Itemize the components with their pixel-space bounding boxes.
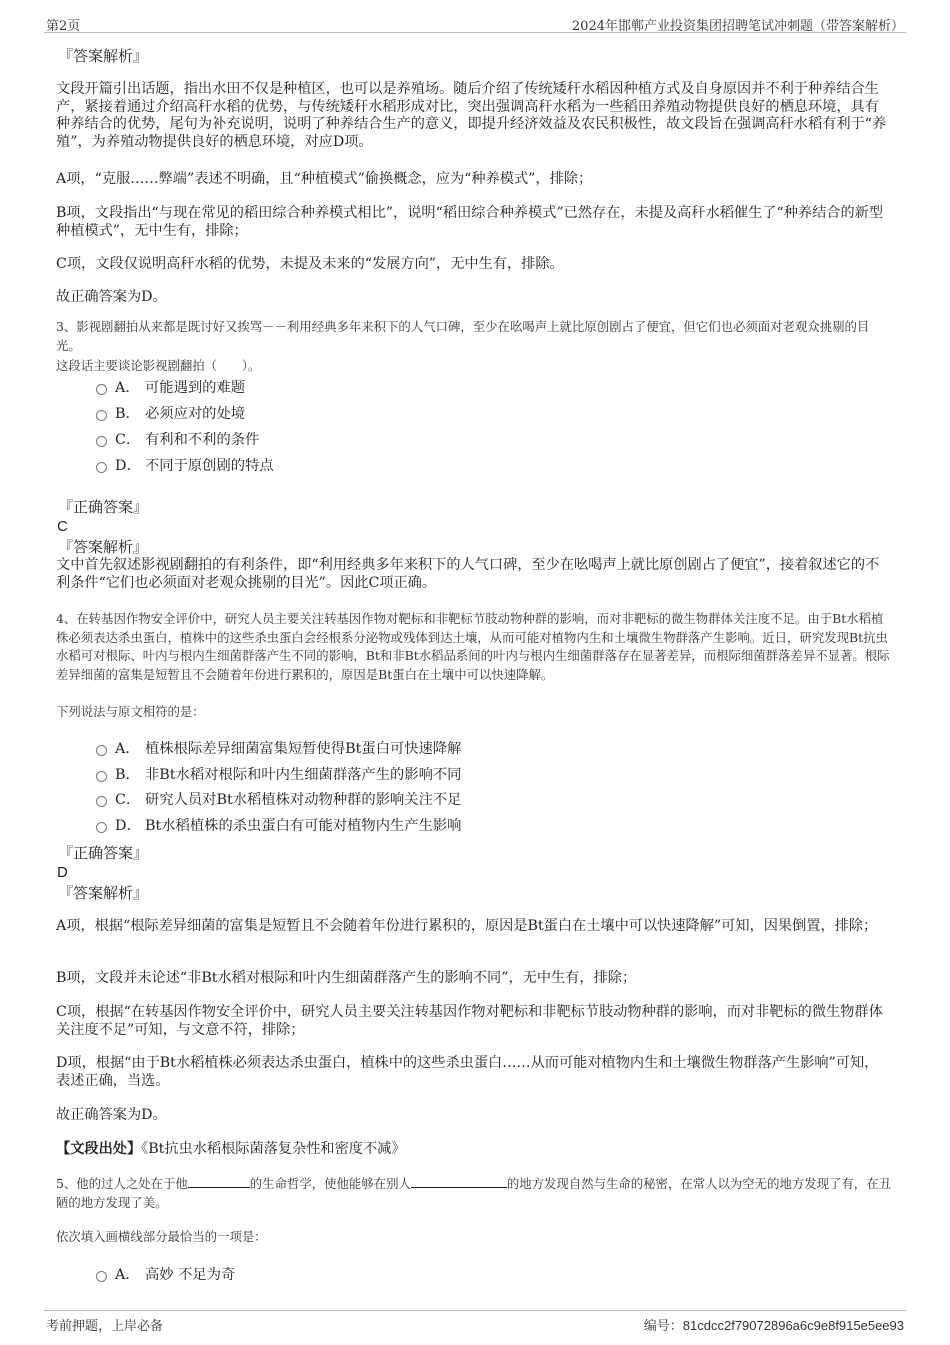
page-footer	[44, 1310, 906, 1335]
q4-analysis-option-a: A项，根据“根际差异细菌的富集是短暂且不会随着年份进行累积的，原因是Bt蛋白在土壤中可以快速降解”可知，因果倒置，排除；	[56, 918, 878, 934]
radio-icon[interactable]	[96, 745, 107, 756]
option-label: B．	[115, 406, 140, 422]
document-code	[644, 1315, 904, 1334]
option-text: 可能遇到的难题	[145, 380, 246, 396]
option-label: B．	[115, 767, 140, 783]
radio-icon[interactable]	[96, 436, 107, 447]
footer-slogan: 考前押题，上岸必备	[46, 1319, 164, 1334]
option-label: A．	[115, 1267, 140, 1283]
q2-conclusion: 故正确答案为D。	[56, 289, 167, 305]
q3-stem: 3、影视剧翻拍从来都是既讨好又挨骂－－利用经典多年来积下的人气口碑，至少在吆喝声上就比原创剧占了便宜，但它们也必须面对老观众挑剔的目光。	[56, 319, 870, 353]
q3-analysis-label: 『答案解析』	[58, 538, 149, 556]
q2-analysis-option-c: C项，文段仅说明高秆水稻的优势，未提及未来的“发展方向”，无中生有，排除。	[56, 256, 564, 272]
option-text: 高妙 不足为奇	[145, 1267, 236, 1283]
q3-prompt: 这段话主要谈论影视剧翻拍（ ）。	[56, 358, 261, 373]
q4-analysis-label: 『答案解析』	[58, 884, 149, 902]
option-label: A．	[115, 741, 140, 757]
q4-prompt: 下列说法与原文相符的是：	[56, 704, 205, 719]
q5-stem-part-2: 的生命哲学，使他能够在别人	[249, 1176, 411, 1191]
option-text: 有利和不利的条件	[145, 432, 260, 448]
page-header	[44, 12, 906, 33]
source-label: 【文段出处】	[56, 1141, 142, 1157]
option-text: 非Bt水稻对根际和叶内生细菌群落产生的影响不同	[145, 767, 462, 783]
option-label: D．	[115, 818, 141, 834]
q4-answer: D	[57, 864, 68, 881]
q4-analysis-option-b: B项，文段并未论述“非Bt水稻对根际和叶内生细菌群落产生的影响不同”，无中生有，排除；	[56, 970, 637, 986]
option-text: Bt水稻植株的杀虫蛋白有可能对植物内生产生影响	[145, 818, 462, 834]
option-text: 植株根际差异细菌富集短暂使得Bt蛋白可快速降解	[145, 741, 462, 757]
radio-icon[interactable]	[96, 771, 107, 782]
q2-analysis-label: 『答案解析』	[58, 47, 149, 65]
radio-icon[interactable]	[96, 1271, 107, 1282]
option-text: 不同于原创剧的特点	[145, 458, 274, 474]
q3-analysis: 文中首先叙述影视剧翻拍的有利条件，即“利用经典多年来积下的人气口碑，至少在吆喝声上就比原创剧占了便宜”，接着叙述它的不利条件“它们也必须面对老观众挑剔的目光”。因此C项正确。	[56, 557, 880, 591]
option-text: 必须应对的处境	[145, 406, 246, 422]
q3-answer-label: 『正确答案』	[58, 498, 149, 516]
option-label: A．	[115, 380, 140, 396]
source-title: 《Bt抗虫水稻根际菌落复杂性和密度不减》	[141, 1141, 406, 1157]
q4-stem: 4、在转基因作物安全评价中，研究人员主要关注转基因作物对靶标和非靶标节肢动物种群的影响，而对非靶标的微生物群体关注度不足。由于Bt水稻植株必须表达杀虫蛋白，植株中的这些杀虫蛋白会经根系分泌物或残体到达土壤，从而可能对植物内生和土壤微生物群落产生影响。近日，研究发现Bt抗虫水稻可对根际、叶内与根内生细菌群落产生不同的影响，Bt和非Bt水稻品系间的叶内与根内生细菌群落存在显著差异，而根际细菌群落差异不显著。根际差异细菌的富集是短暂且不会随着年份进行累积的，原因是Bt蛋白在土壤中可以快速降解。	[56, 611, 890, 682]
code-label: 编号：	[643, 1319, 683, 1334]
document-title: 2024年邯郸产业投资集团招聘笔试冲刺题（带答案解析）	[571, 19, 904, 34]
blank-1[interactable]	[188, 1175, 250, 1188]
q3-answer: C	[57, 518, 68, 535]
q5-prompt: 依次填入画横线部分最恰当的一项是：	[56, 1229, 267, 1244]
q4-analysis-option-c: C项，根据“在转基因作物安全评价中，研究人员主要关注转基因作物对靶标和非靶标节肢动物种群的影响，而对非靶标的微生物群体关注度不足”可知，与文意不符，排除；	[56, 1004, 883, 1038]
code-value: 81cdcc2f79072896a6c9e8f915e5ee93	[682, 1318, 904, 1333]
option-label: C．	[115, 792, 141, 808]
page-number: 第2页	[46, 19, 81, 34]
q4-conclusion: 故正确答案为D。	[56, 1107, 167, 1123]
q5-stem	[56, 1175, 892, 1212]
option-text: 研究人员对Bt水稻植株对动物种群的影响关注不足	[145, 792, 462, 808]
radio-icon[interactable]	[96, 410, 107, 421]
q2-analysis-paragraph: 文段开篇引出话题，指出水田不仅是种植区，也可以是养殖场。随后介绍了传统矮秆水稻因种植方式及自身原因并不利于种养结合生产，紧接着通过介绍高秆水稻的优势，与传统矮秆水稻形成对比，突出强调高秆水稻为一些稻田养殖动物提供良好的栖息环境，具有种养结合的优势，尾句为补充说明，说明了种养结合生产的意义，即提升经济效益及农民积极性，故文段旨在强调高秆水稻有利于“养殖”，为养殖动物提供良好的栖息环境，对应D项。	[56, 81, 887, 150]
radio-icon[interactable]	[96, 384, 107, 395]
q4-source	[56, 1141, 888, 1159]
blank-2[interactable]	[411, 1175, 507, 1188]
option-label: C．	[115, 432, 141, 448]
option-label: D．	[115, 458, 141, 474]
radio-icon[interactable]	[96, 462, 107, 473]
q2-analysis-option-a: A项，“克服……弊端”表述不明确，且“种植模式”偷换概念，应为“种养模式”，排除；	[56, 171, 593, 187]
q5-stem-part-3: 的地方发现自然与生命的秘密，在常人以为空无的地方发现了有，在丑陋的地方发现了美。	[56, 1176, 891, 1210]
q2-analysis-option-b: B项，文段指出“与现在常见的稻田综合种养模式相比”，说明“稻田综合种养模式”已然存在，未提及高秆水稻催生了“种养结合的新型种植模式”，无中生有，排除；	[56, 205, 884, 239]
q4-answer-label: 『正确答案』	[58, 844, 149, 862]
q4-analysis-option-d: D项，根据“由于Bt水稻植株必须表达杀虫蛋白，植株中的这些杀虫蛋白……从而可能对植物内生和土壤微生物群落产生影响”可知，表述正确，当选。	[56, 1055, 879, 1089]
q5-stem-part-1: 5、他的过人之处在于他	[56, 1176, 188, 1191]
radio-icon[interactable]	[96, 796, 107, 807]
radio-icon[interactable]	[96, 822, 107, 833]
